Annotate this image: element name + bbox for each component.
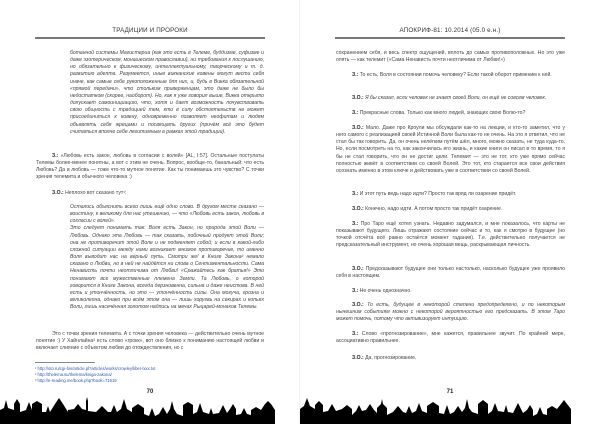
paragraph-text: Неплохо вот сказано тут¹: [65,190,127,196]
paragraph-text: Предсказывают будущее они только настолько, насколько будущее уже проявило себя в настоящем. [336,266,565,280]
footnote-rule [35,362,95,363]
footnote-link[interactable]: ³ http://e-reading.me/book.php?book=71619 [35,378,117,383]
speaker-label: З.О.: [352,206,364,212]
paragraph [336,221,565,250]
speaker-label: З.О.: [52,190,64,196]
page-number: 71 [446,389,454,395]
paragraph-text: Да, прогнозирование. [365,355,417,361]
paragraph-text: Это с точки зрения телемита. А с точки зрения человека — действительно очень мутное понятие :) У Хайнлайна³ есть слово «грокк», вот оно близко к пониманию настоящей любви и включает слияние с объектом любви до отождествления, но с [36,331,264,352]
paragraph-text: То есть, Воля в состоянии помочь человеку? Если такой оборот применим к ней. [359,72,552,78]
paragraph [336,72,565,79]
city-skyline-illustration [0,388,300,424]
speaker-label: З.: [352,191,359,197]
speaker-label: З.: [352,110,359,116]
paragraph-text: «Любовь есть закон, любовь в согласии с волей» [AL, I:57]. Остальные постулаты Телемы более-менее понятны, а вот с этим не очень. Вопрос, вообще-то, банальный: что есть Любовь? Да и любовь — тоже что-то мутное понятие. Как ты понимаешь это чувство? С точки зрения телемита и обычного человека :) [36,153,264,181]
quote-paragraph: Это следует понимать так: Воля есть Закон, но природа этой Воли — Любовь. Однако эта Любовь — так сказать, побочный продукт этой Воли; она не противоречит этой Воле и не подменяет собой; и если в какой-либо сложной ситуации между ними возникает мнимое противоречие, то именно Воля выводит нас на верный путь. Смотри же! в Книге Закона² немало сказано о Любви, но в ней не найдётся ни слова о Сентиментальности. Сама Ненависть почти неотличима от Любви! «Сражайтесь как братья!» Это понимают все мужественные племена Земли. Та Любовь, о которой говорится в Книге Закона, всегда дерзновенна, сильна и даже неистова. В ней есть и утончённость, но это — утончённость силы. Она могуча, грозна и великолепна, однако при всём этом она — лишь хоругвь на секирах и копьях Воли, лишь насечённая золотом надпись на мечах Рыцарей-монахов Телемы. [70,225,264,311]
paragraph [336,331,565,345]
paragraph-text: Конечно, надо идти. А потом просто так придёт озарение. [365,206,503,212]
speaker-label: З.: [352,288,359,294]
speaker-label: З.О.: [352,266,364,272]
paragraph-text: Мало. Даже про Кроули мы обсуждали как-то на лекции, и кто-то заметил, что у него самого с реализацией своей Истинной Воли была как-то не очень. На это я ответил, что не стал бы так говорить. Да, он очень нелёгким путём шёл, много, можно сказать, не туда куда-то. Но, если посмотреть на то, как закончилась его жизнь, и какие книги он писал в то время, то я бы не стал говорить, что он не достиг цели. Телемит — это не тот, кто уже прямо сейчас полностью живёт в соответствии со своей Волей. Это тот, кто старается все свои действия осознать именно в этом ключе и действовать уже в соответствии со своей Волей. [336,125,565,174]
paragraph [336,110,565,117]
speaker-label: З.: [352,72,359,78]
running-header: АПОКРИФ-81: 10.2014 (05.0 е.н.) [399,27,501,34]
city-skyline-illustration [300,388,600,424]
paragraph [36,190,264,197]
speaker-label: З.О.: [352,302,364,308]
paragraph [336,206,565,213]
paragraph [336,191,565,198]
paragraph [70,50,264,136]
paragraph [336,125,565,175]
running-header: ТРАДИЦИИ И ПРОРОКИ [112,27,188,34]
block-quote [70,204,264,311]
paragraph-text: ботанной системы Магистериа (как это есть в Телеме, буддизме, суфизме и даже эзотерическом, монашеском православии), ни требования к послушанию, но обязательно к физическому, интеллектуальному, творческому и т. д. развитию адепта. Разумеется, иные викканские ковены могут вести себя иначе, как самые себе рукоположенные для них, и, будь в Викка обязательной «прямой передачи», что стольким приверженцам, это даже не было бы недостатком (скорее, наоборот). Но, как я уже говорил выше, Викка открыто допускает самоинициацию, что, хотя и дает возможность почувствовать свою общность с традицией тем, кто в силу обстоятельств не может присоединиться к ковену, одновременно позволяет неофитам и людям объявлять себя жрецами и посвящать других (причём всё это будет считаться вполне себе легитимным в рамках этой традиции). [70,50,264,135]
paragraph-text: Прекрасные слова. Только как много людей, знающих свою Волю-то? [359,110,526,116]
footnote-link[interactable]: ² http://thelema.su/thelema/kniga-zakona/ [35,372,112,377]
speaker-label: З.: [52,153,59,159]
footnote-link[interactable]: ¹ http://oto.ru/cgi-bin/article.pl?articles/works/crowley/liber-lxxx.txt [35,366,156,371]
paragraph [36,153,264,182]
paragraph-text: Слово «прогнозирование», мне кажется, правильнее звучит. По крайней мере, ассоциативно правильнее. [336,331,565,345]
paragraph [336,50,565,64]
quote-paragraph: Осталось объяснить всего лишь ещё одно слово. В другом месте сказано — воистину, к великому для нас утешению, — что «Любовь есть закон, любовь в согласии с волей». [70,204,264,225]
paragraph [336,288,565,295]
paragraph-text: Не очень однозначно. [359,288,412,294]
paragraph-text: Про Таро ещё хотел узнать. Недавно задумался, и мне показалось, что карты не показывают будущего. Лишь отражают состояние сейчас и то, как я смотрю в будущее (но точкой отсчёта всё равно остаётся момент гадания). Т.е. действительно получается не предсказательный инструмент, но очень хорошая вещь, раскрывающая личность. [336,221,565,249]
paragraph [36,331,264,352]
paragraph-text: И этот путь ведь надо идти? Просто так вряд ли озарение придёт. [359,191,517,197]
paragraph [336,95,565,102]
header-rule [35,37,265,39]
paragraph-text: Я бы сказал, если человек не знает своей Воли, он ещё не совсем человек. [365,95,547,101]
page-number: 70 [146,389,154,395]
paragraph-text: То есть, будущее в некоторой степени предопределено, и по некоторым нынешним событиям можно с некоторой вероятностью его предсказать. В этом Таро может помочь, потому что активизирует интуицию. [336,302,565,323]
speaker-label: З.О.: [352,355,364,361]
speaker-label: З.О.: [352,95,364,101]
header-rule [335,37,565,39]
speaker-label: З.: [352,331,359,337]
paragraph [336,355,565,362]
right-page [300,0,600,424]
paragraph-text: сохранением себя, и весь спектр ощущений, вплоть до самых противоположных. Но это уже опять — как телемит («Сама Ненависть почти неотличима от Любви!») [336,50,565,64]
speaker-label: З.: [352,221,359,227]
speaker-label: З.О.: [352,125,364,131]
paragraph [336,302,565,323]
paragraph [336,266,565,280]
